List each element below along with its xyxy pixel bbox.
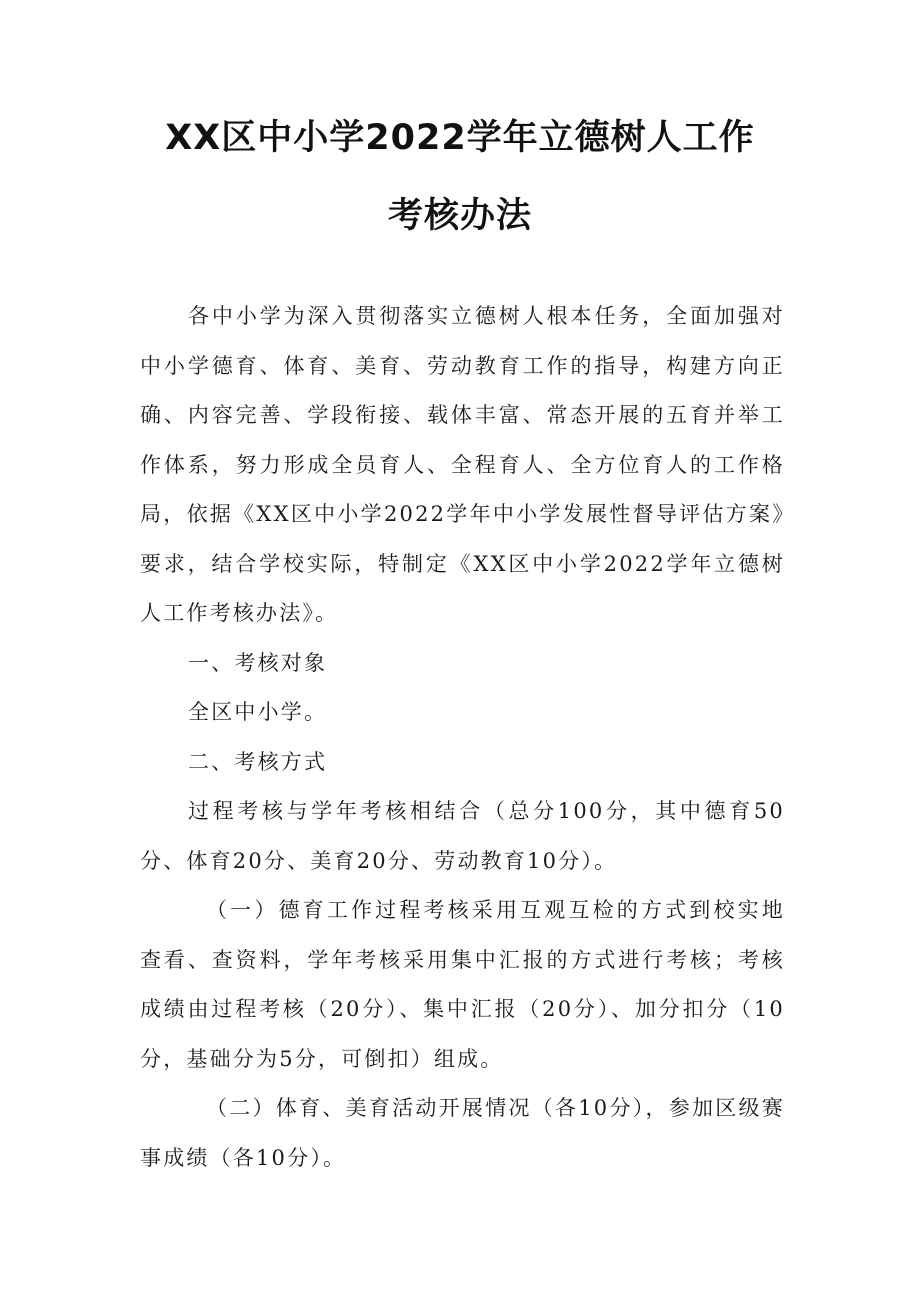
document-body (140, 292, 785, 1183)
moral-education-assessment-paragraph: （一）德育工作过程考核采用互观互检的方式到校实地查看、查资料，学年考核采用集中汇报的方式进行考核；考核成绩由过程考核（20分）、集中汇报（20分）、加分扣分（10分，基础分为5分，可倒扣）组成。 (140, 898, 785, 1071)
section-heading-assessment-targets: 一、考核对象 (188, 650, 328, 675)
document-title-line-2: 考核办法 (387, 196, 532, 236)
sports-arts-assessment-paragraph: （二）体育、美育活动开展情况（各10分），参加区级赛事成绩（各10分）。 (140, 1096, 785, 1170)
assessment-method-text: 过程考核与学年考核相结合（总分100分，其中德育50分、体育20分、美育20分、劳动教育10分）。 (140, 799, 785, 873)
intro-paragraph: 各中小学为深入贯彻落实立德树人根本任务，全面加强对中小学德育、体育、美育、劳动教育工作的指导，构建方向正确、内容完善、学段衔接、载体丰富、常态开展的五育并举工作体系，努力形成全员育人、全程育人、全方位育人的工作格局，依据《XX区中小学2022学年中小学发展性督导评估方案》要求，结合学校实际，特制定《XX区中小学2022学年立德树人工作考核办法》。 (140, 304, 785, 625)
section-heading-assessment-method: 二、考核方式 (188, 749, 328, 774)
document-title-line-1: XX区中小学2022学年立德树人工作 (165, 118, 755, 158)
assessment-targets-text: 全区中小学。 (188, 700, 328, 724)
